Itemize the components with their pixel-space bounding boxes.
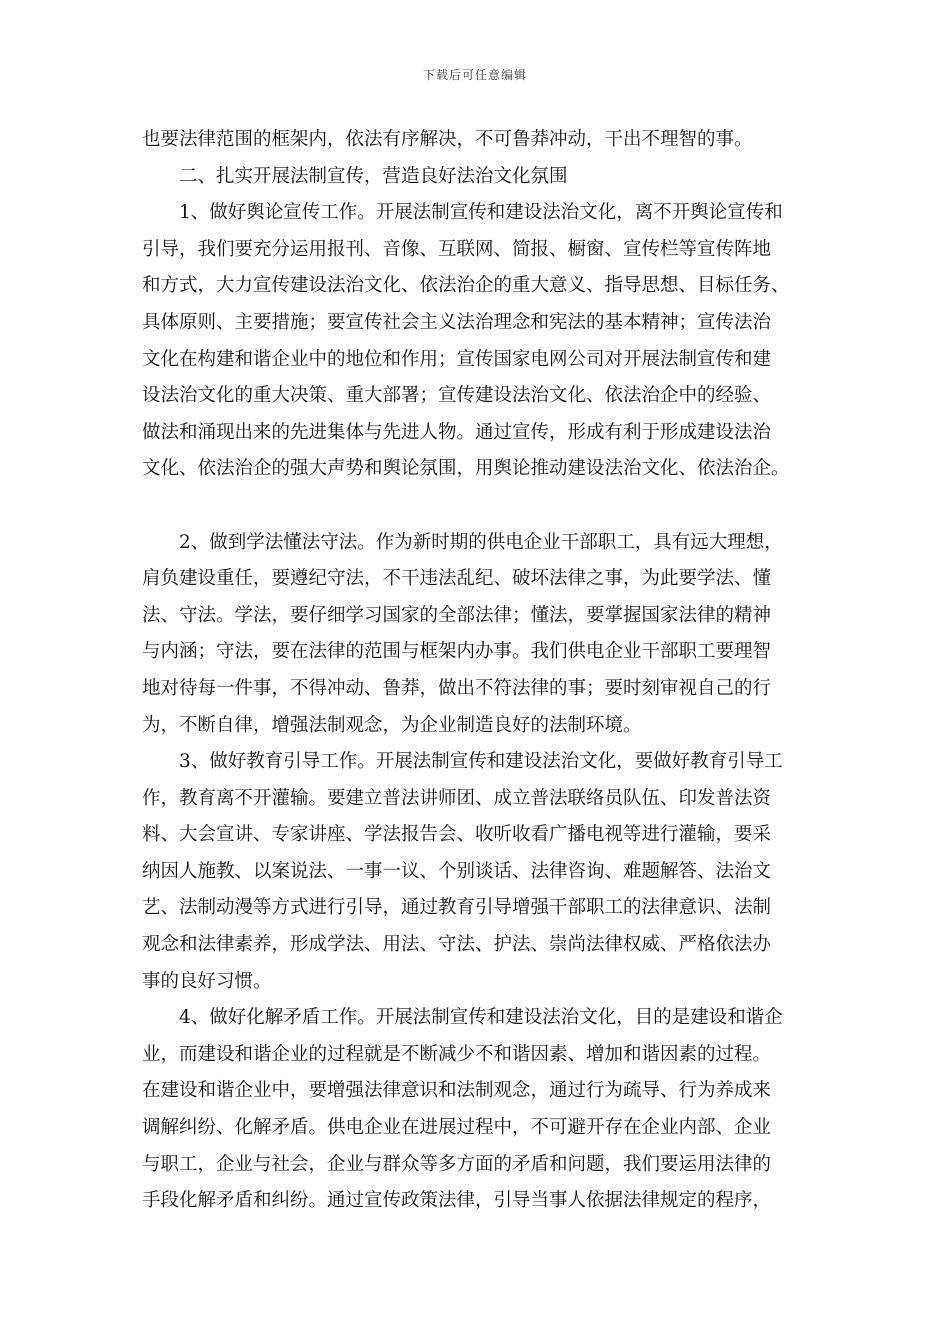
text-line: 业，而建设和谐企业的过程就是不断减少不和谐因素、增加和谐因素的过程。 bbox=[142, 1043, 772, 1065]
text-line: 手段化解矛盾和纠纷。通过宣传政策法律，引导当事人依据法律规定的程序， bbox=[142, 1190, 772, 1212]
page-header-note: 下载后可任意编辑 bbox=[422, 68, 527, 82]
text-line: 艺、法制动漫等方式进行引导，通过教育引导增强干部职工的法律意识、法制 bbox=[142, 897, 772, 919]
text-line: 肩负建设重任，要遵纪守法，不干违法乱纪、破坏法律之事，为此要学法、懂 bbox=[142, 568, 772, 590]
text-line: 为，不断自律，增强法制观念，为企业制造良好的法制环境。 bbox=[142, 714, 642, 736]
text-line: 在建设和谐企业中，要增强法律意识和法制观念，通过行为疏导、行为养成来 bbox=[142, 1080, 772, 1102]
text-line: 料、大会宣讲、专家讲座、学法报告会、收听收看广播电视等进行灌输，要采 bbox=[142, 824, 772, 846]
text-line: 2、做到学法懂法守法。作为新时期的供电企业干部职工，具有远大理想， bbox=[179, 531, 783, 553]
text-line: 文化在构建和谐企业中的地位和作用；宣传国家电网公司对开展法制宣传和建 bbox=[142, 348, 772, 370]
text-line: 法、守法。学法，要仔细学习国家的全部法律；懂法，要掌握国家法律的精神 bbox=[142, 604, 772, 626]
text-line: 事的良好习惯。 bbox=[142, 970, 272, 992]
text-line: 引导，我们要充分运用报刊、音像、互联网、简报、橱窗、宣传栏等宣传阵地 bbox=[142, 238, 772, 260]
text-line: 做法和涌现出来的先进集体与先进人物。通过宣传，形成有利于形成建设法治 bbox=[142, 421, 772, 443]
section-heading: 二、扎实开展法制宣传，营造良好法治文化氛围 bbox=[179, 165, 568, 187]
text-line: 3、做好教育引导工作。开展法制宣传和建设法治文化，要做好教育引导工 bbox=[179, 751, 783, 773]
text-line: 1、做好舆论宣传工作。开展法制宣传和建设法治文化，离不开舆论宣传和 bbox=[179, 202, 783, 224]
text-line: 文化、依法治企的强大声势和舆论氛围，用舆论推动建设法治文化、依法治企。 bbox=[142, 458, 790, 480]
text-line: 设法治文化的重大决策、重大部署；宣传建设法治文化、依法治企中的经验、 bbox=[142, 385, 772, 407]
text-line: 地对待每一件事，不得冲动、鲁莽，做出不符法律的事；要时刻审视自己的行 bbox=[142, 677, 772, 699]
text-line: 作，教育离不开灌输。要建立普法讲师团、成立普法联络员队伍、印发普法资 bbox=[142, 787, 772, 809]
text-line: 与职工，企业与社会，企业与群众等多方面的矛盾和问题，我们要运用法律的 bbox=[142, 1153, 772, 1175]
text-line: 4、做好化解矛盾工作。开展法制宣传和建设法治文化，目的是建设和谐企 bbox=[179, 1007, 783, 1029]
text-line: 调解纠纷、化解矛盾。供电企业在进展过程中，不可避开存在企业内部、企业 bbox=[142, 1117, 772, 1139]
text-line: 和方式，大力宣传建设法治文化、依法治企的重大意义、指导思想、目标任务、 bbox=[142, 275, 790, 297]
text-line: 纳因人施教、以案说法、一事一议、个别谈话、法律咨询、难题解答、法治文 bbox=[142, 860, 772, 882]
text-line: 也要法律范围的框架内，依法有序解决，不可鲁莽冲动，干出不理智的事。 bbox=[142, 129, 753, 150]
paragraph-gap bbox=[142, 488, 812, 525]
text-line: 具体原则、主要措施；要宣传社会主义法治理念和宪法的基本精神；宣传法治 bbox=[142, 311, 772, 333]
text-line: 与内涵；守法，要在法律的范围与框架内办事。我们供电企业干部职工要理智 bbox=[142, 641, 772, 663]
text-line: 观念和法律素养，形成学法、用法、守法、护法、崇尚法律权威、严格依法办 bbox=[142, 934, 772, 956]
document-body bbox=[142, 122, 812, 1220]
